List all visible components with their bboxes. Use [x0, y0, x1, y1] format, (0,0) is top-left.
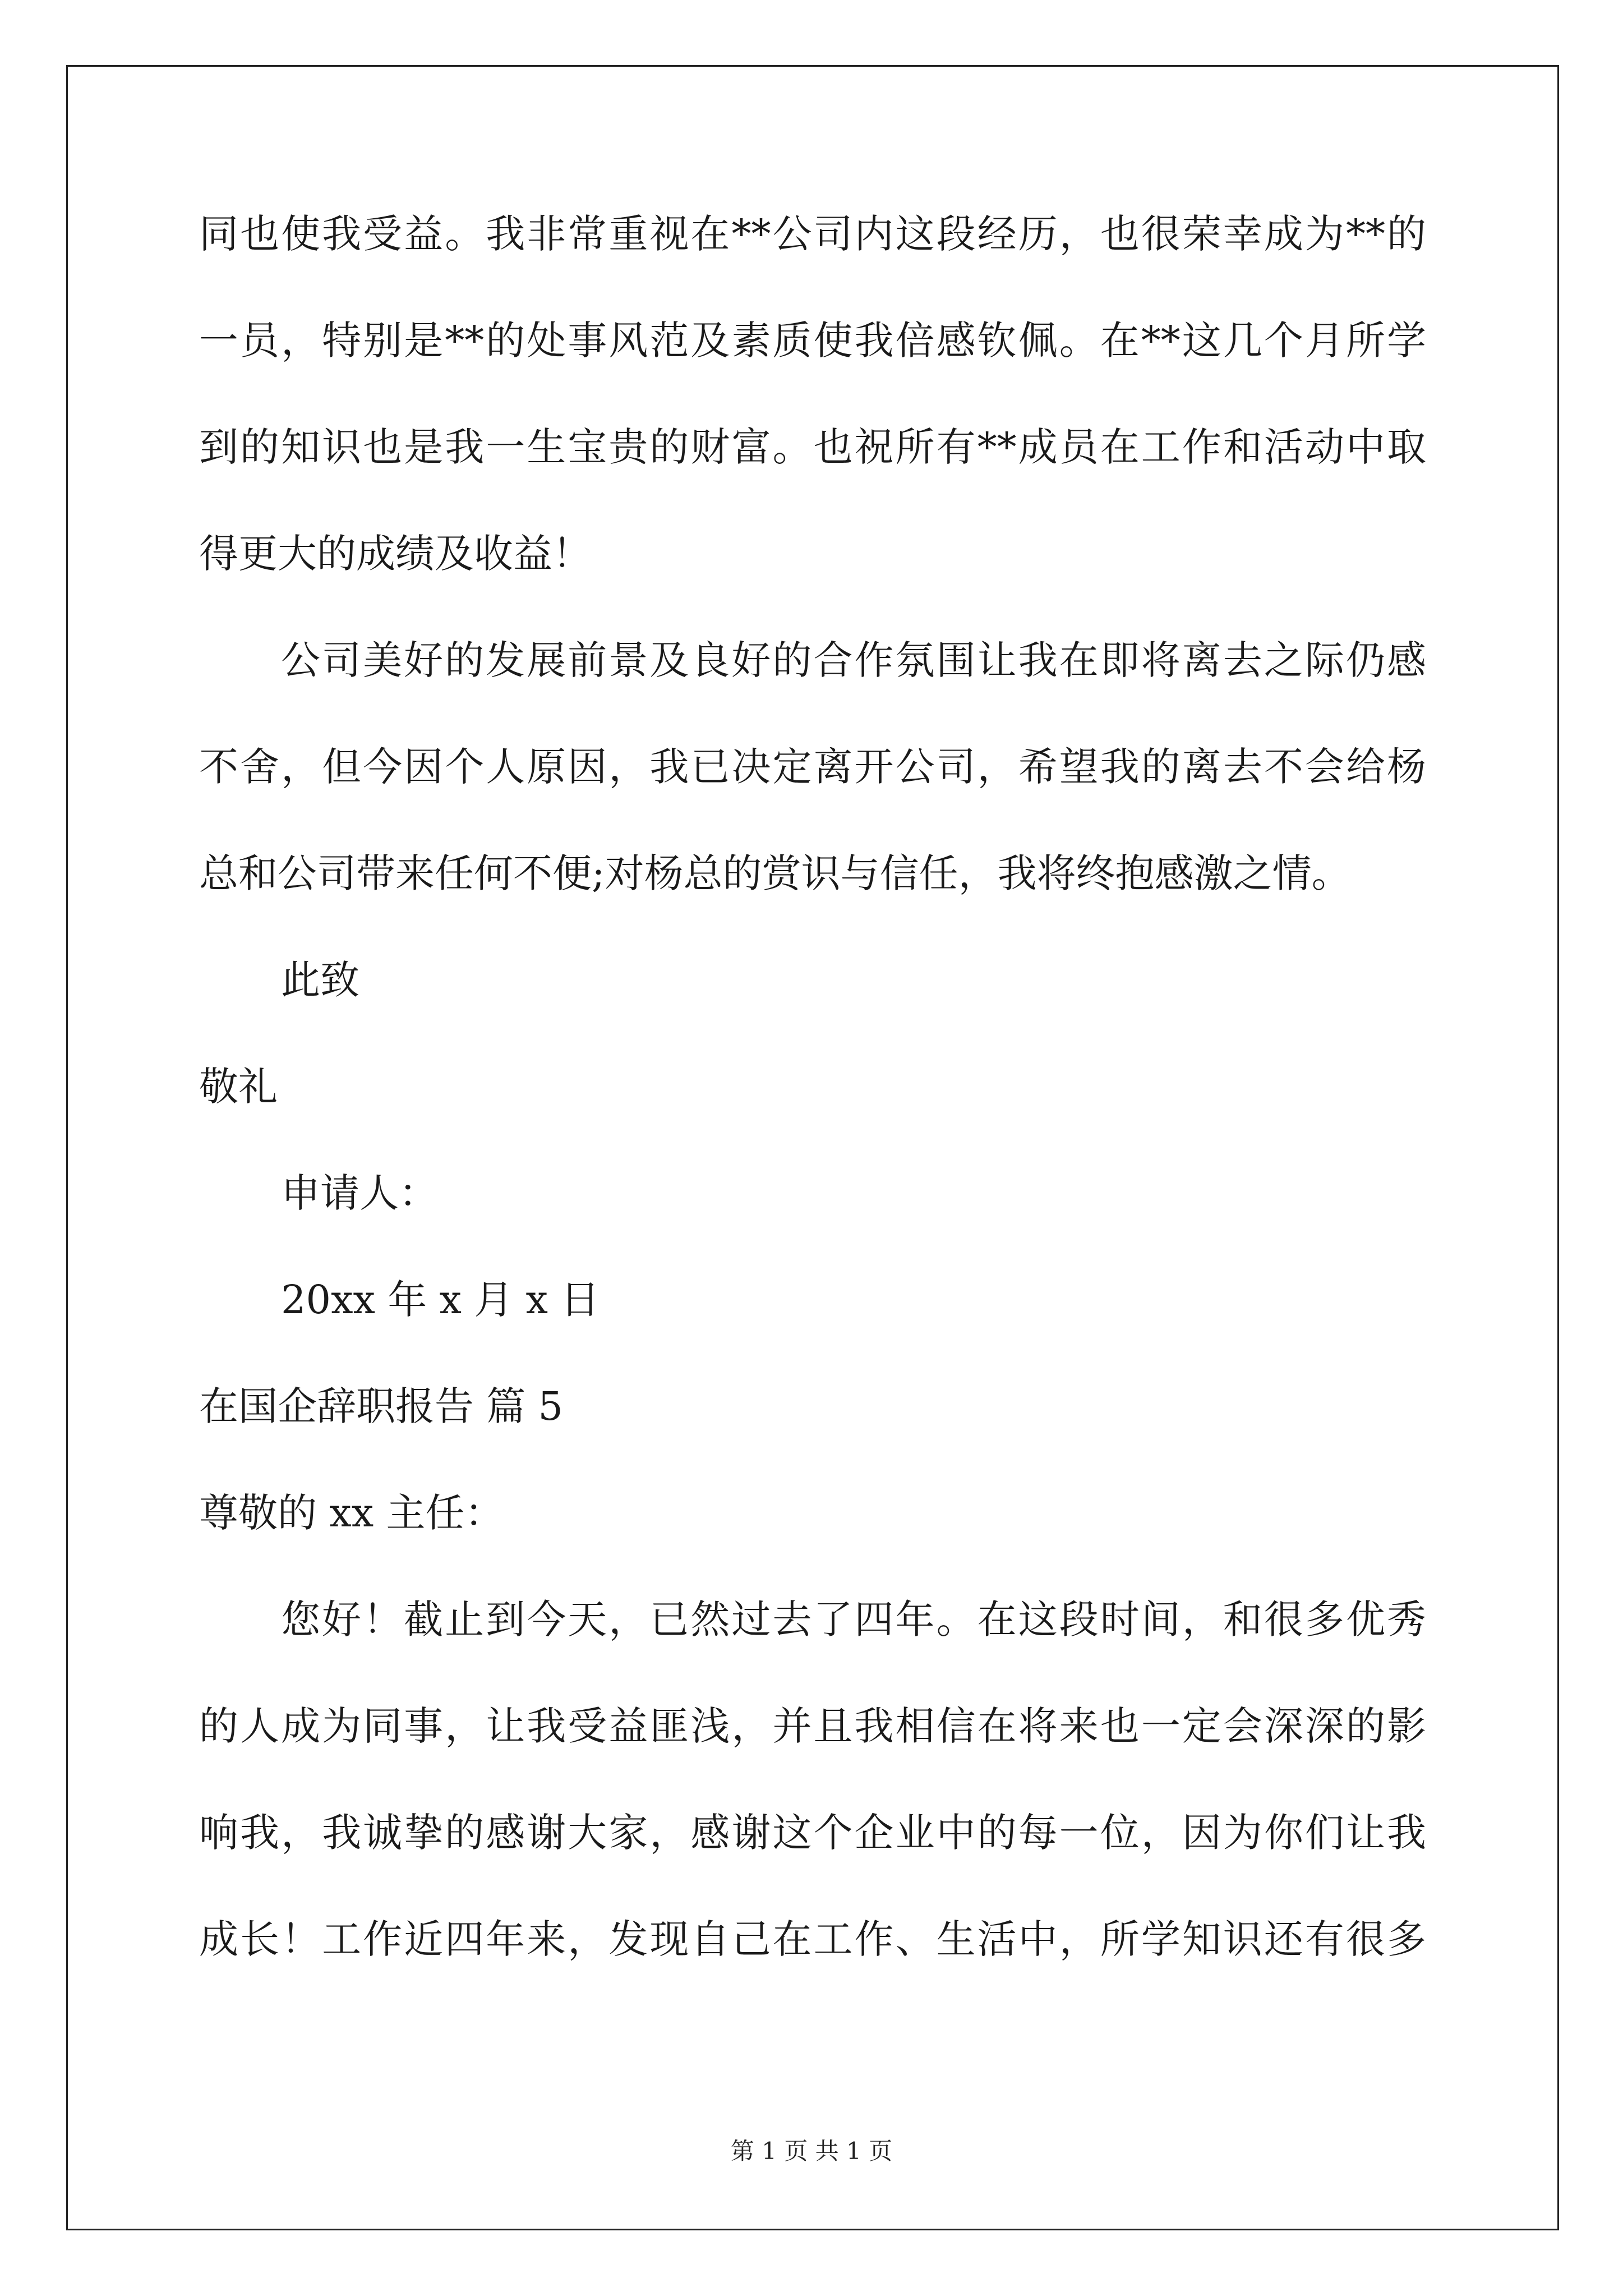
applicant-label: 申请人：: [281, 1170, 438, 1216]
closing-salutation: 此致: [281, 957, 359, 1003]
paragraph-line: 成长！工作近四年来，发现自己在工作、生活中，所学知识还有很多: [199, 1916, 1426, 1962]
paragraph-line: 总和公司带来任何不便;对杨总的赏识与信任，我将终抱感激之情。: [199, 850, 1351, 896]
date-line: 20xx 年 x 月 x 日: [281, 1277, 600, 1323]
paragraph-line: 到的知识也是我一生宝贵的财富。也祝所有**成员在工作和活动中取: [199, 424, 1426, 470]
paragraph-line: 不舍，但今因个人原因，我已决定离开公司，希望我的离去不会给杨: [199, 744, 1426, 790]
paragraph-line: 公司美好的发展前景及良好的合作氛围让我在即将离去之际仍感: [281, 637, 1426, 683]
closing-regards: 敬礼: [199, 1064, 278, 1110]
page-number-footer: 第 1 页 共 1 页: [730, 2137, 893, 2165]
paragraph-line: 响我，我诚挚的感谢大家，感谢这个企业中的每一位，因为你们让我: [199, 1810, 1426, 1856]
paragraph-line: 得更大的成绩及收益！: [199, 531, 592, 577]
paragraph-line: 的人成为同事，让我受益匪浅，并且我相信在将来也一定会深深的影: [199, 1703, 1426, 1749]
section-heading: 在国企辞职报告 篇 5: [199, 1383, 564, 1429]
paragraph-line: 一员，特别是**的处事风范及素质使我倍感钦佩。在**这几个月所学: [199, 318, 1426, 364]
paragraph-line: 您好！截止到今天，已然过去了四年。在这段时间，和很多优秀: [281, 1596, 1426, 1642]
paragraph-line: 同也使我受益。我非常重视在**公司内这段经历，也很荣幸成为**的: [199, 211, 1426, 257]
greeting-line: 尊敬的 xx 主任：: [199, 1490, 504, 1536]
document-body: [199, 211, 1426, 2026]
